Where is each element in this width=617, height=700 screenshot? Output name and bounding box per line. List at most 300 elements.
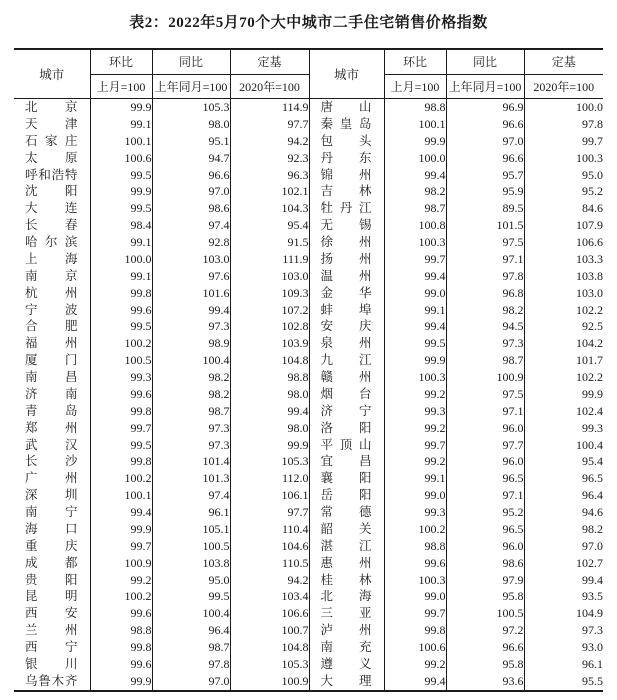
city-name <box>14 352 90 369</box>
index-value-cell: 100.2 <box>90 335 152 352</box>
city-cell <box>14 200 90 217</box>
city-name-char: 尔 <box>44 235 58 249</box>
header-city-right: 城市 <box>309 49 384 99</box>
city-name-char: 深 <box>25 488 38 503</box>
city-name-char: 厦 <box>25 353 38 368</box>
index-value-cell: 99.0 <box>384 285 446 302</box>
city-cell <box>309 420 384 437</box>
table-row <box>14 116 603 133</box>
index-value-cell: 103.4 <box>230 588 309 605</box>
index-value-cell: 99.9 <box>90 99 152 116</box>
city-name-char: 长 <box>25 218 38 233</box>
city-cell <box>309 302 384 319</box>
city-name-char: 上 <box>25 251 38 266</box>
city-cell <box>309 588 384 605</box>
city-name-char: 重 <box>25 538 38 553</box>
city-name-char: 惠 <box>320 555 334 570</box>
city-cell <box>309 150 384 167</box>
table-row <box>14 352 603 369</box>
city-name-char: 江 <box>358 201 372 216</box>
index-value-cell: 100.0 <box>524 99 603 116</box>
table-row <box>14 437 603 454</box>
city-name-char: 沈 <box>25 184 38 199</box>
index-value-cell: 98.8 <box>384 99 446 116</box>
index-value-cell: 99.4 <box>384 318 446 335</box>
city-cell <box>14 521 90 538</box>
city-cell <box>309 318 384 335</box>
city-cell <box>309 285 384 302</box>
city-name-char: 岳 <box>320 488 334 503</box>
index-value-cell: 98.0 <box>152 116 230 133</box>
city-name <box>14 437 90 454</box>
city-name-char: 三 <box>320 606 334 621</box>
city-name <box>310 352 384 369</box>
city-name-char: 海 <box>25 521 38 536</box>
city-name-char: 扬 <box>320 251 334 266</box>
city-name-char: 合 <box>25 319 38 334</box>
table-row <box>14 572 603 589</box>
city-cell <box>14 318 90 335</box>
index-value-cell: 94.2 <box>230 572 309 589</box>
index-value-cell: 99.7 <box>384 251 446 268</box>
index-value-cell: 99.8 <box>90 639 152 656</box>
city-name <box>310 538 384 555</box>
city-name-char: 杭 <box>25 285 38 300</box>
city-cell <box>14 183 90 200</box>
city-cell <box>14 369 90 386</box>
city-name-char: 泸 <box>320 623 334 638</box>
header-city-left: 城市 <box>14 49 90 99</box>
city-cell <box>14 470 90 487</box>
city-cell <box>309 538 384 555</box>
table-row <box>14 369 603 386</box>
city-cell <box>14 572 90 589</box>
city-name-char: 九 <box>320 353 334 368</box>
index-value-cell: 101.5 <box>446 217 524 234</box>
index-value-cell: 96.5 <box>446 470 524 487</box>
index-value-cell: 98.4 <box>90 217 152 234</box>
city-name-char: 江 <box>358 353 372 368</box>
index-value-cell: 104.2 <box>524 335 603 352</box>
city-name-char: 吉 <box>320 184 334 199</box>
city-cell <box>14 285 90 302</box>
city-name-char: 头 <box>358 133 372 148</box>
city-name-char: 包 <box>320 133 334 148</box>
city-cell <box>309 504 384 521</box>
city-name-char: 宁 <box>64 505 78 519</box>
city-name-char: 海 <box>64 251 78 266</box>
city-name <box>14 302 90 319</box>
city-cell <box>14 217 90 234</box>
table-row <box>14 200 603 217</box>
index-value-cell: 99.9 <box>384 133 446 150</box>
city-name <box>310 133 384 150</box>
index-value-cell: 98.9 <box>152 335 230 352</box>
city-cell <box>14 386 90 403</box>
city-name-char: 昆 <box>25 589 38 604</box>
index-value-cell: 98.2 <box>152 386 230 403</box>
city-name-char: 口 <box>64 521 78 536</box>
city-name <box>14 656 90 673</box>
city-name <box>310 420 384 437</box>
city-name-char: 宜 <box>320 454 334 469</box>
table-row <box>14 588 603 605</box>
city-name <box>14 420 90 437</box>
city-cell <box>309 572 384 589</box>
index-value-cell: 105.1 <box>152 521 230 538</box>
city-name-char: 林 <box>358 572 372 587</box>
city-name-char: 关 <box>358 521 372 536</box>
index-value-cell: 99.8 <box>90 285 152 302</box>
index-value-cell: 99.9 <box>524 386 603 403</box>
index-value-cell: 95.7 <box>446 167 524 184</box>
city-name-char: 原 <box>64 150 78 165</box>
city-cell <box>309 217 384 234</box>
city-name <box>14 183 90 200</box>
city-name-char: 木 <box>51 673 65 688</box>
table-row <box>14 521 603 538</box>
city-cell <box>14 99 90 116</box>
table-row <box>14 639 603 656</box>
city-name-char: 德 <box>358 505 372 519</box>
city-cell <box>309 335 384 352</box>
city-cell <box>309 555 384 572</box>
index-value-cell: 104.3 <box>230 200 309 217</box>
index-value-cell: 99.7 <box>524 133 603 150</box>
index-value-cell: 106.6 <box>524 234 603 251</box>
table-body <box>14 99 603 691</box>
index-value-cell: 96.0 <box>446 420 524 437</box>
city-name <box>310 453 384 470</box>
city-name-char: 华 <box>358 285 372 300</box>
index-value-cell: 99.3 <box>384 403 446 420</box>
city-name-char: 阳 <box>358 488 372 503</box>
city-name <box>14 150 90 167</box>
index-value-cell: 102.4 <box>524 403 603 420</box>
city-cell <box>309 200 384 217</box>
city-cell <box>309 369 384 386</box>
index-value-cell: 102.1 <box>230 183 309 200</box>
city-name-char: 州 <box>358 370 372 384</box>
city-name <box>14 318 90 335</box>
index-value-cell: 97.4 <box>152 487 230 504</box>
city-name-char: 宁 <box>25 302 38 317</box>
city-name-char: 湛 <box>320 538 334 553</box>
index-value-cell: 100.8 <box>384 217 446 234</box>
city-name <box>310 622 384 639</box>
city-name-char: 顶 <box>339 437 353 452</box>
city-name-char: 岛 <box>64 403 78 418</box>
index-value-cell: 95.2 <box>524 183 603 200</box>
city-name-char: 州 <box>358 555 372 570</box>
city-cell <box>309 116 384 133</box>
index-value-cell: 96.1 <box>524 656 603 673</box>
index-value-cell: 103.8 <box>524 268 603 285</box>
city-cell <box>14 251 90 268</box>
city-name <box>14 588 90 605</box>
index-value-cell: 102.8 <box>230 318 309 335</box>
index-value-cell: 101.4 <box>152 453 230 470</box>
city-name-char: 武 <box>25 437 38 452</box>
index-value-cell: 98.2 <box>152 369 230 386</box>
index-value-cell: 97.4 <box>152 217 230 234</box>
index-value-cell: 95.4 <box>524 453 603 470</box>
index-value-cell: 99.5 <box>90 318 152 335</box>
index-value-cell: 93.0 <box>524 639 603 656</box>
table-row <box>14 386 603 403</box>
city-name <box>310 369 384 386</box>
index-value-cell: 95.1 <box>152 133 230 150</box>
city-name <box>310 234 384 251</box>
city-name-char: 金 <box>320 285 334 300</box>
city-name-char: 大 <box>320 673 334 688</box>
city-name <box>310 470 384 487</box>
index-value-cell: 97.6 <box>152 268 230 285</box>
city-cell <box>14 487 90 504</box>
city-name-char: 都 <box>64 555 78 570</box>
index-value-cell: 93.5 <box>524 588 603 605</box>
city-name-char: 青 <box>25 403 38 418</box>
city-name-char: 昌 <box>64 370 78 384</box>
city-name-char: 西 <box>25 640 38 654</box>
index-value-cell: 97.8 <box>446 268 524 285</box>
city-name-char: 蚌 <box>320 302 334 317</box>
city-name-char: 北 <box>320 589 334 604</box>
city-name <box>310 335 384 352</box>
city-cell <box>309 403 384 420</box>
city-name-char: 徐 <box>320 235 334 249</box>
table-row <box>14 656 603 673</box>
index-value-cell: 105.3 <box>152 99 230 116</box>
city-cell <box>14 605 90 622</box>
index-value-cell: 100.0 <box>384 150 446 167</box>
index-value-cell: 98.7 <box>152 639 230 656</box>
index-value-cell: 100.5 <box>152 538 230 555</box>
city-name <box>14 453 90 470</box>
city-name-char: 充 <box>358 640 372 654</box>
table-row <box>14 487 603 504</box>
city-name <box>14 403 90 420</box>
index-value-cell: 99.5 <box>90 437 152 454</box>
index-value-cell: 98.7 <box>384 200 446 217</box>
table-row <box>14 335 603 352</box>
index-value-cell: 99.8 <box>90 453 152 470</box>
table-row <box>14 504 603 521</box>
index-value-cell: 104.8 <box>230 639 309 656</box>
index-value-cell: 107.2 <box>230 302 309 319</box>
city-name-char: 江 <box>358 538 372 553</box>
table-row <box>14 453 603 470</box>
city-name-char: 昌 <box>358 454 372 469</box>
index-value-cell: 100.2 <box>90 470 152 487</box>
city-name-char: 宁 <box>358 403 372 418</box>
city-name <box>310 437 384 454</box>
index-value-cell: 99.2 <box>384 386 446 403</box>
index-value-cell: 89.5 <box>446 200 524 217</box>
index-value-cell: 91.5 <box>230 234 309 251</box>
index-value-cell: 96.6 <box>152 167 230 184</box>
city-name-char: 阳 <box>64 184 78 199</box>
city-name-char: 阳 <box>64 572 78 587</box>
index-value-cell: 99.0 <box>384 588 446 605</box>
index-value-cell: 103.0 <box>230 268 309 285</box>
city-name-char: 韶 <box>320 521 334 536</box>
index-value-cell: 97.3 <box>524 622 603 639</box>
index-value-cell: 99.7 <box>90 420 152 437</box>
city-name-char: 秦 <box>320 116 334 131</box>
table-row <box>14 420 603 437</box>
index-value-cell: 98.7 <box>152 403 230 420</box>
index-value-cell: 84.6 <box>524 200 603 217</box>
city-name-char: 门 <box>64 353 78 368</box>
city-name <box>14 251 90 268</box>
index-value-cell: 92.5 <box>524 318 603 335</box>
city-name-char: 台 <box>358 386 372 401</box>
city-name-char: 泉 <box>320 336 334 351</box>
index-value-cell: 97.3 <box>152 420 230 437</box>
index-value-cell: 99.1 <box>90 116 152 133</box>
index-value-cell: 100.4 <box>524 437 603 454</box>
city-name-char: 州 <box>358 251 372 266</box>
index-value-cell: 99.2 <box>384 656 446 673</box>
index-value-cell: 94.6 <box>524 504 603 521</box>
index-value-cell: 99.4 <box>384 268 446 285</box>
city-cell <box>14 268 90 285</box>
city-name <box>14 639 90 656</box>
index-value-cell: 97.7 <box>446 437 524 454</box>
city-name <box>310 183 384 200</box>
city-name-char: 平 <box>320 437 334 452</box>
index-value-cell: 97.0 <box>446 133 524 150</box>
city-name-char: 州 <box>64 623 78 638</box>
city-name-char: 哈 <box>25 235 38 249</box>
city-name-char: 石 <box>25 133 38 148</box>
index-value-cell: 104.8 <box>230 352 309 369</box>
city-name <box>310 200 384 217</box>
index-value-cell: 102.7 <box>524 555 603 572</box>
index-value-cell: 95.0 <box>152 572 230 589</box>
city-name-char: 林 <box>358 184 372 199</box>
index-value-cell: 100.3 <box>384 234 446 251</box>
city-name-char: 银 <box>25 656 38 671</box>
index-value-cell: 97.5 <box>446 386 524 403</box>
table-row <box>14 302 603 319</box>
city-cell <box>309 386 384 403</box>
index-value-cell: 107.9 <box>524 217 603 234</box>
index-value-cell: 99.2 <box>90 572 152 589</box>
index-value-cell: 114.9 <box>230 99 309 116</box>
city-name <box>14 335 90 352</box>
index-value-cell: 95.5 <box>524 673 603 691</box>
index-value-cell: 106.6 <box>230 605 309 622</box>
table-row <box>14 538 603 555</box>
index-value-cell: 99.4 <box>90 504 152 521</box>
index-value-cell: 98.8 <box>230 369 309 386</box>
index-value-cell: 96.1 <box>152 504 230 521</box>
price-index-table <box>14 48 603 692</box>
index-value-cell: 105.3 <box>230 656 309 673</box>
city-name-char: 沙 <box>64 454 78 469</box>
index-value-cell: 103.9 <box>230 335 309 352</box>
city-name-char: 洛 <box>320 420 334 435</box>
city-name-char: 丹 <box>320 150 334 165</box>
index-value-cell: 99.1 <box>90 268 152 285</box>
table-row <box>14 555 603 572</box>
index-value-cell: 111.9 <box>230 251 309 268</box>
city-name <box>14 605 90 622</box>
city-name <box>14 487 90 504</box>
index-value-cell: 96.8 <box>446 285 524 302</box>
city-cell <box>14 639 90 656</box>
city-name <box>310 639 384 656</box>
index-value-cell: 95.0 <box>524 167 603 184</box>
table-row <box>14 167 603 184</box>
city-name-char: 兰 <box>25 623 38 638</box>
index-value-cell: 100.3 <box>384 572 446 589</box>
index-value-cell: 100.5 <box>446 605 524 622</box>
city-name <box>14 217 90 234</box>
city-name-char: 州 <box>358 623 372 638</box>
index-value-cell: 96.9 <box>446 99 524 116</box>
city-name <box>310 403 384 420</box>
city-cell <box>309 521 384 538</box>
city-name-char: 长 <box>25 454 38 469</box>
index-value-cell: 99.4 <box>152 302 230 319</box>
city-name-char: 乌 <box>25 673 38 688</box>
city-name-char: 州 <box>64 336 78 351</box>
index-value-cell: 98.7 <box>446 352 524 369</box>
index-value-cell: 97.8 <box>524 116 603 133</box>
index-value-cell: 99.8 <box>90 403 152 420</box>
city-name <box>310 116 384 133</box>
city-name-char: 明 <box>64 589 78 604</box>
city-name <box>310 504 384 521</box>
city-cell <box>14 133 90 150</box>
index-value-cell: 97.3 <box>152 437 230 454</box>
index-value-cell: 94.5 <box>446 318 524 335</box>
city-name <box>14 386 90 403</box>
index-value-cell: 95.9 <box>446 183 524 200</box>
city-cell <box>309 622 384 639</box>
index-value-cell: 92.3 <box>230 150 309 167</box>
index-value-cell: 105.3 <box>230 453 309 470</box>
index-value-cell: 99.1 <box>90 234 152 251</box>
city-name-char: 春 <box>64 218 78 233</box>
index-value-cell: 103.0 <box>524 285 603 302</box>
index-value-cell: 99.6 <box>90 386 152 403</box>
city-cell <box>14 453 90 470</box>
city-name-char: 京 <box>64 268 78 283</box>
city-name <box>14 167 90 184</box>
index-value-cell: 96.5 <box>446 521 524 538</box>
table-row <box>14 133 603 150</box>
index-value-cell: 100.3 <box>524 150 603 167</box>
city-name <box>310 99 384 116</box>
header-fixed-left: 定基 <box>230 49 309 74</box>
city-name-char: 岛 <box>358 116 372 131</box>
city-cell <box>309 470 384 487</box>
table-row <box>14 150 603 167</box>
city-name <box>310 673 384 690</box>
city-name-char: 家 <box>44 133 58 148</box>
index-value-cell: 97.5 <box>446 234 524 251</box>
index-value-cell: 100.9 <box>230 673 309 691</box>
index-value-cell: 98.0 <box>230 386 309 403</box>
index-value-cell: 99.6 <box>384 555 446 572</box>
index-value-cell: 95.8 <box>446 588 524 605</box>
city-cell <box>14 622 90 639</box>
city-name <box>14 555 90 572</box>
